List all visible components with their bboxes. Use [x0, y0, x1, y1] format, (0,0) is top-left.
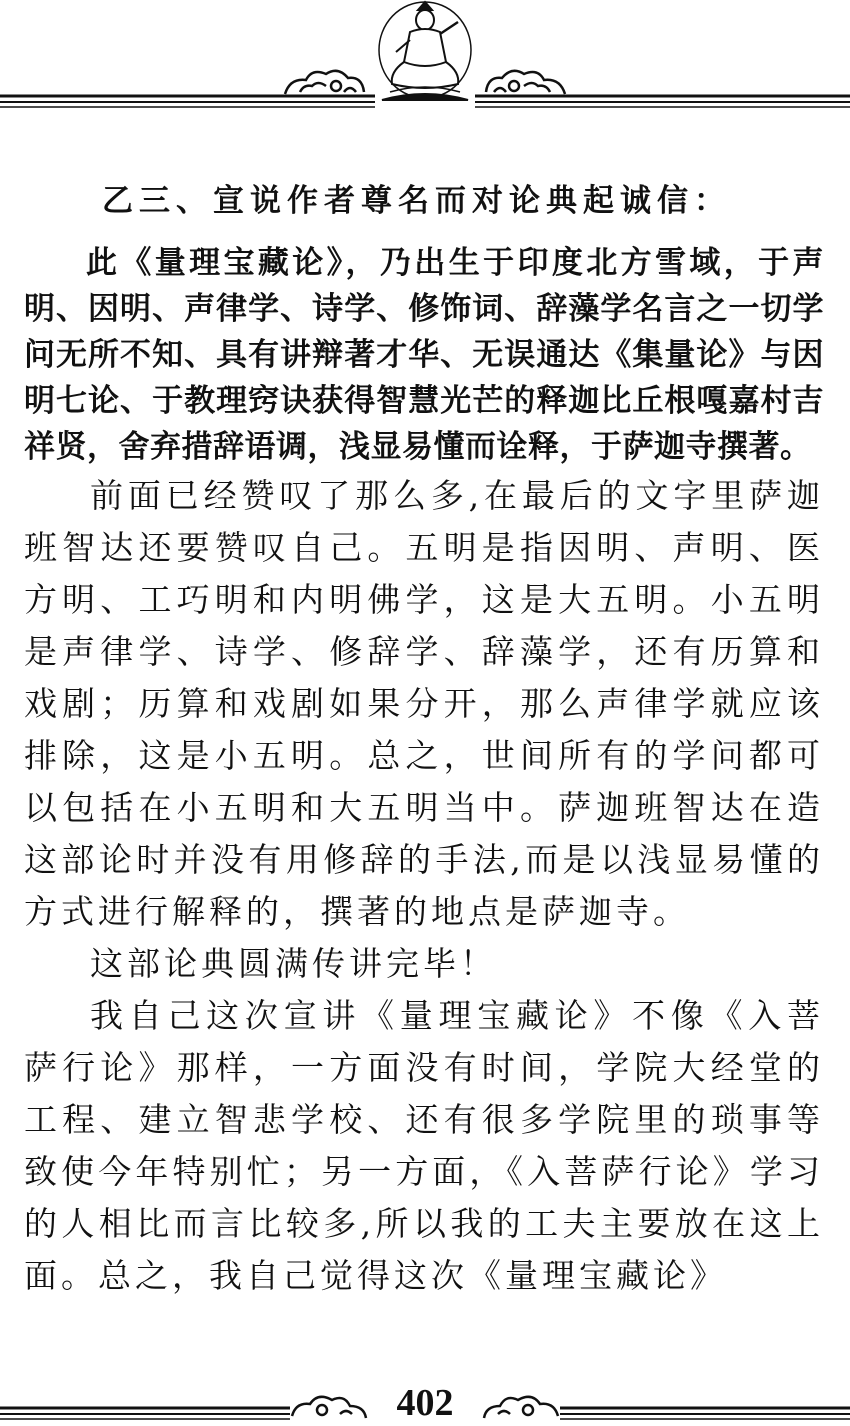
deity-figure-icon [379, 2, 471, 100]
header-rules-and-clouds [0, 0, 850, 115]
page-number: 402 [396, 1382, 454, 1424]
page-content [24, 178, 824, 1302]
root-text-paragraph: 此《量理宝藏论》，乃出生于印度北方雪域，于声明、因明、声律学、诗学、修饰词、辞藻学名言之一切学问无所不知、具有讲辩著才华、无误通达《集量论》与因明七论、于教理窍诀获得智慧光芒的释迦比丘根嘎嘉村吉祥贤，舍弃措辞语调，浅显易懂而诠释，于萨迦寺撰著。 [24, 245, 824, 465]
left-cloud-ornament [285, 71, 364, 94]
section-heading: 乙三、宣说作者尊名而对论典起诚信： [102, 183, 731, 219]
right-cloud-ornament [486, 71, 565, 94]
header-ornament [0, 0, 850, 115]
footer-right-cloud-ornament [484, 1397, 558, 1418]
closing-paragraph: 我自己这次宣讲《量理宝藏论》不像《入菩萨行论》那样，一方面没有时间，学院大经堂的工程、建立智悲学校、还有很多学院里的琐事等致使今年特别忙；另一方面，《入菩萨行论》学习的人相比而言比较多,所以我的工夫主要放在这上面。总之，我自己觉得这次《量理宝藏论》 [24, 996, 824, 1295]
footer-left-cloud-ornament [292, 1397, 366, 1418]
commentary-paragraph: 前面已经赞叹了那么多,在最后的文字里萨迦班智达还要赞叹自己。五明是指因明、声明、医方明、工巧明和内明佛学，这是大五明。小五明是声律学、诗学、修辞学、辞藻学，还有历算和戏剧；历算和戏剧如果分开，那么声律学就应该排除，这是小五明。总之，世间所有的学问都可以包括在小五明和大五明当中。萨迦班智达在造这部论时并没有用修辞的手法,而是以浅显易懂的方式进行解释的，撰著的地点是萨迦寺。 [24, 476, 824, 931]
completion-paragraph: 这部论典圆满传讲完毕！ [90, 944, 497, 983]
